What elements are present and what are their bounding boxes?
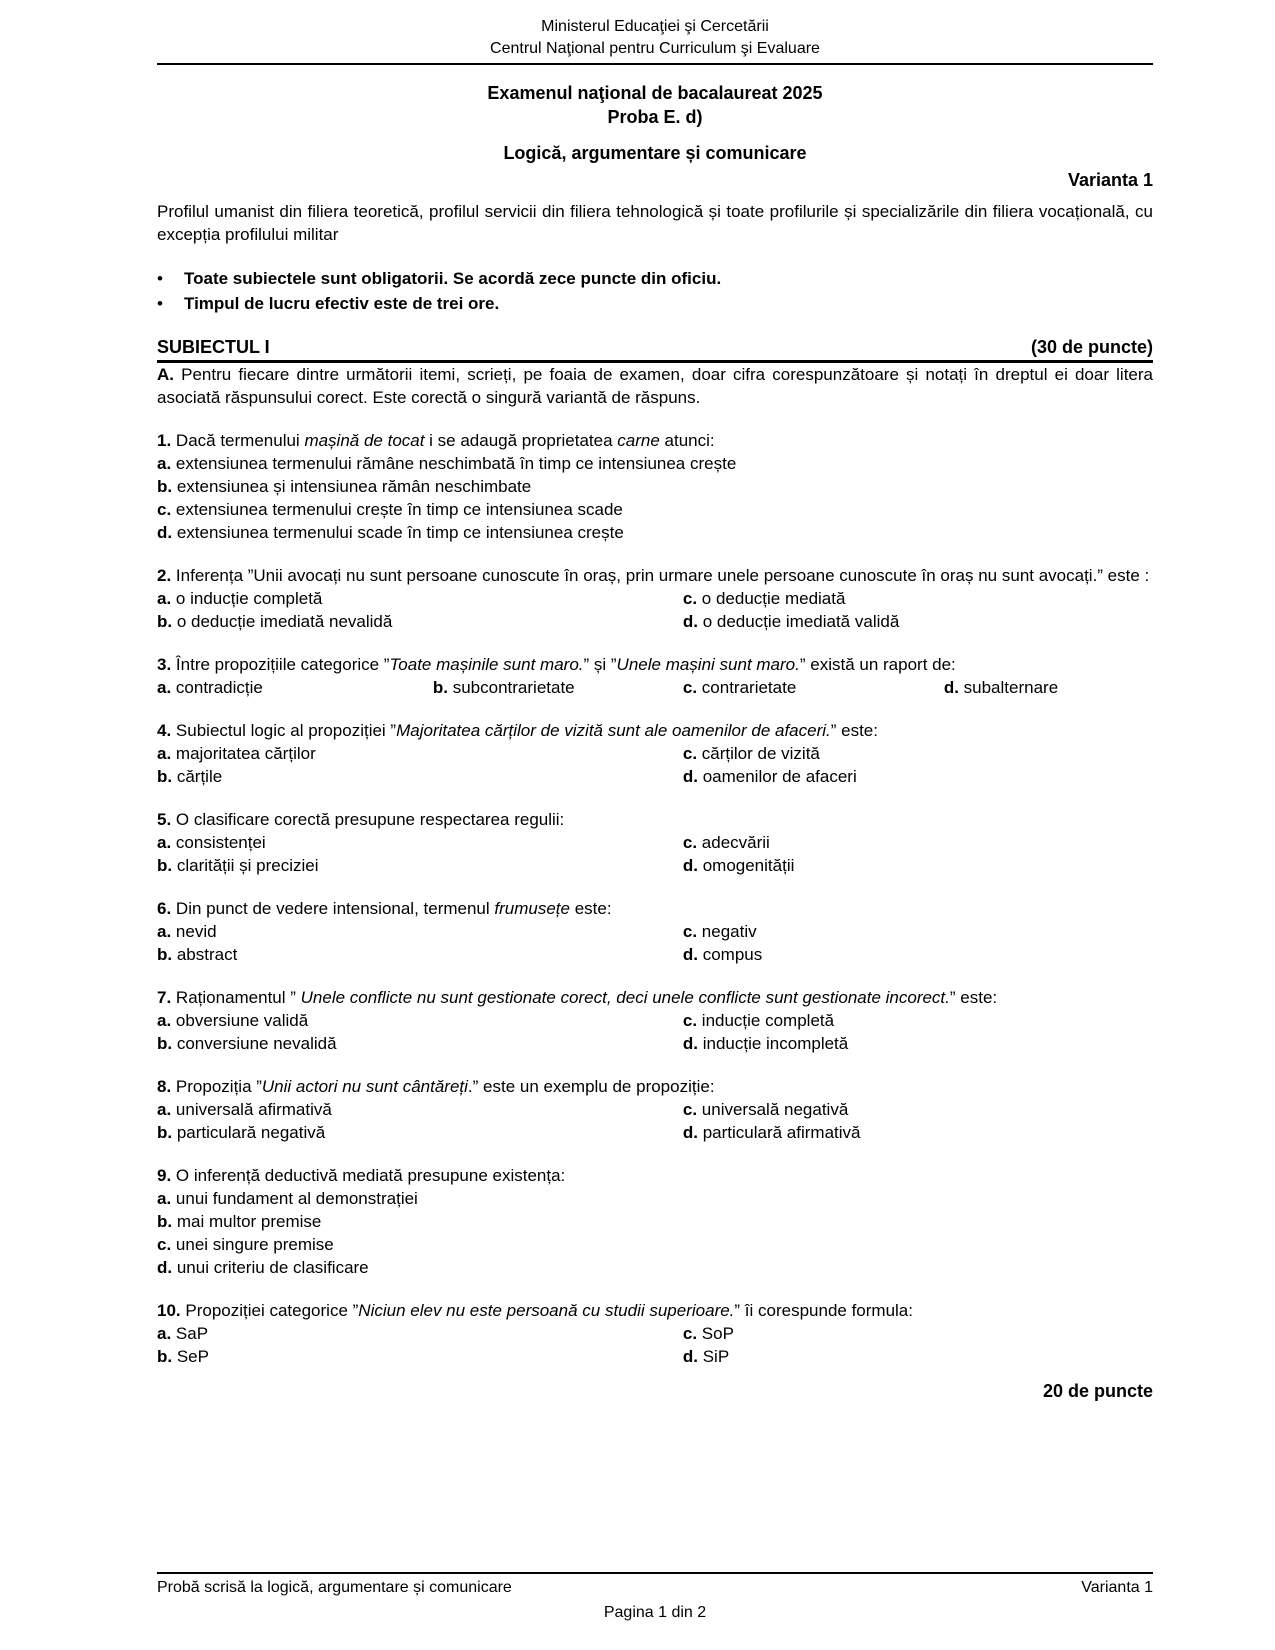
question-options <box>157 1098 1153 1144</box>
question-options <box>157 587 1153 633</box>
answer-option-a: a. obversiune validă <box>157 1011 309 1030</box>
stem-text: Propoziției categorice ” <box>185 1301 359 1320</box>
question-options <box>157 742 1153 788</box>
option-letter: b. <box>157 1212 173 1231</box>
stem-text: Dacă termenului <box>175 431 305 450</box>
stem-text: Din punct de vedere intensional, termenul <box>175 899 495 918</box>
question-8 <box>157 1075 1153 1144</box>
stem-text: Raționamentul ” <box>175 988 301 1007</box>
question-options <box>157 831 1153 877</box>
answer-option-c: c. cărților de vizită <box>682 744 820 763</box>
answer-option-d: d. omogenității <box>682 856 795 875</box>
stem-quoted-text: Unele conflicte nu sunt gestionate corect, deci unele conflicte sunt gestionate incorect. <box>300 988 950 1007</box>
answer-option-a: a. extensiunea termenului rămâne neschimbată în timp ce intensiunea crește <box>157 454 737 473</box>
bullet-text: Timpul de lucru efectiv este de trei ore. <box>184 294 500 313</box>
option-letter: b. <box>157 477 173 496</box>
answer-option-b: b. o deducție imediată nevalidă <box>157 612 393 631</box>
stem-quoted-text: mașină de tocat <box>304 431 425 450</box>
question-stem <box>157 653 1153 676</box>
answer-option-c: c. universală negativă <box>682 1100 849 1119</box>
stem-quoted-text: Niciun elev nu este persoană cu studii superioare. <box>358 1301 735 1320</box>
answer-option-a: a. o inducție completă <box>157 589 323 608</box>
ministry-header <box>157 16 1153 65</box>
bullet-item-mandatory <box>157 266 1153 291</box>
option-letter: b. <box>157 767 173 786</box>
exam-proba: Proba E. d) <box>607 107 703 127</box>
bullet-icon: • <box>157 294 163 313</box>
option-letter: d. <box>157 523 173 542</box>
stem-text: Inferența ”Unii avocați nu sunt persoane cunoscute în oraș, prin urmare unele persoane cunoscute în oraș nu sunt avocați.” este : <box>175 566 1150 585</box>
question-4 <box>157 719 1153 788</box>
option-letter: c. <box>682 1324 698 1343</box>
bullet-list <box>157 266 1153 316</box>
exam-subject: Logică, argumentare și comunicare <box>503 143 807 163</box>
option-letter: d. <box>682 1034 698 1053</box>
answer-option-a: a. consistenței <box>157 833 266 852</box>
question-stem <box>157 808 1153 831</box>
answer-option-a: a. universală afirmativă <box>157 1100 332 1119</box>
stem-text: atunci: <box>659 431 715 450</box>
stem-text: ” este: <box>830 721 878 740</box>
option-letter: b. <box>157 612 173 631</box>
section-title: SUBIECTUL I <box>157 337 270 357</box>
question-options <box>157 1187 1153 1279</box>
stem-quoted-text: Unii actori nu sunt cântăreți <box>261 1077 468 1096</box>
option-letter: c. <box>682 833 698 852</box>
question-number: 1. <box>157 431 172 450</box>
question-options <box>157 1322 1153 1368</box>
stem-text: Subiectul logic al propoziției ” <box>175 721 397 740</box>
stem-quoted-text: Majoritatea cărților de vizită sunt ale oamenilor de afaceri. <box>396 721 831 740</box>
answer-option-c: c. extensiunea termenului crește în timp ce intensiunea scade <box>157 500 623 519</box>
question-stem <box>157 1299 1153 1322</box>
answer-option-c: c. SoP <box>682 1324 734 1343</box>
answer-option-d: d. subalternare <box>943 678 1059 697</box>
question-stem <box>157 429 1153 452</box>
question-stem <box>157 1164 1153 1187</box>
question-number: 7. <box>157 988 172 1007</box>
option-letter: c. <box>682 589 698 608</box>
option-letter: d. <box>682 767 698 786</box>
answer-option-b: b. conversiune nevalidă <box>157 1034 337 1053</box>
answer-option-b: b. subcontrarietate <box>432 678 575 697</box>
answer-option-a: a. nevid <box>157 922 217 941</box>
option-letter: a. <box>157 678 172 697</box>
answer-option-a: a. SaP <box>157 1324 209 1343</box>
answer-option-a: a. contradicție <box>157 678 263 697</box>
question-stem <box>157 1075 1153 1098</box>
question-number: 9. <box>157 1166 172 1185</box>
question-10 <box>157 1299 1153 1368</box>
option-letter: b. <box>157 1034 173 1053</box>
question-number: 5. <box>157 810 172 829</box>
stem-text: .” este un exemplu de propoziție: <box>467 1077 715 1096</box>
option-letter: a. <box>157 1189 172 1208</box>
question-number: 10. <box>157 1301 181 1320</box>
stem-text: O clasificare corectă presupune respectarea regulii: <box>175 810 565 829</box>
stem-text: Propoziția ” <box>175 1077 262 1096</box>
option-letter: c. <box>682 1100 698 1119</box>
option-letter: c. <box>157 1235 172 1254</box>
answer-option-b: b. cărțile <box>157 767 223 786</box>
bullet-item-time <box>157 291 1153 316</box>
option-letter: b. <box>432 678 448 697</box>
answer-option-c: c. inducție completă <box>682 1011 835 1030</box>
answer-option-b: b. extensiunea și intensiunea rămân neschimbate <box>157 477 532 496</box>
option-letter: a. <box>157 1100 172 1119</box>
question-options <box>157 676 1153 699</box>
answer-option-b: b. clarității și preciziei <box>157 856 319 875</box>
question-7 <box>157 986 1153 1055</box>
bullet-icon: • <box>157 269 163 288</box>
option-letter: c. <box>682 678 698 697</box>
stem-text: ” există un raport de: <box>799 655 956 674</box>
footer-right-text: Varianta 1 <box>1081 1579 1153 1596</box>
question-number: 2. <box>157 566 172 585</box>
option-letter: d. <box>682 1347 698 1366</box>
stem-quoted-text: carne <box>617 431 660 450</box>
instruction-label: A. <box>157 365 174 384</box>
question-options <box>157 452 1153 544</box>
subtotal-points: 20 de puncte <box>1042 1381 1153 1401</box>
option-letter: c. <box>682 1011 698 1030</box>
stem-text: ” și ” <box>583 655 617 674</box>
option-letter: a. <box>157 1324 172 1343</box>
answer-option-b: b. particulară negativă <box>157 1123 326 1142</box>
question-number: 8. <box>157 1077 172 1096</box>
stem-text: ” este: <box>949 988 998 1007</box>
section-points: (30 de puncte) <box>1030 337 1153 357</box>
stem-quoted-text: frumusețe <box>494 899 570 918</box>
question-stem <box>157 986 1153 1009</box>
question-number: 3. <box>157 655 172 674</box>
profile-note: Profilul umanist din filiera teoretică, profilul servicii din filiera tehnologică și toate profilurile și specializările din filiera vocațională, cu excepția profilului militar <box>157 202 1153 244</box>
answer-option-b: b. mai multor premise <box>157 1212 322 1231</box>
answer-option-d: d. o deducție imediată validă <box>682 612 900 631</box>
questions-container <box>157 429 1153 1368</box>
option-letter: d. <box>682 1123 698 1142</box>
question-6 <box>157 897 1153 966</box>
question-stem <box>157 897 1153 920</box>
stem-quoted-text: Toate mașinile sunt maro. <box>389 655 584 674</box>
option-letter: d. <box>682 856 698 875</box>
answer-option-d: d. unui criteriu de clasificare <box>157 1258 369 1277</box>
question-stem <box>157 564 1153 587</box>
option-letter: a. <box>157 454 172 473</box>
stem-quoted-text: Unele mașini sunt maro. <box>616 655 800 674</box>
question-5 <box>157 808 1153 877</box>
question-9 <box>157 1164 1153 1279</box>
answer-option-d: d. inducție incompletă <box>682 1034 849 1053</box>
variant-label: Varianta 1 <box>1067 170 1153 190</box>
exam-title: Examenul naţional de bacalaureat 2025 <box>487 83 823 103</box>
answer-option-a: a. majoritatea cărților <box>157 744 316 763</box>
answer-option-c: c. unei singure premise <box>157 1235 334 1254</box>
answer-option-d: d. particulară afirmativă <box>682 1123 861 1142</box>
answer-option-c: c. negativ <box>682 922 757 941</box>
question-options <box>157 920 1153 966</box>
footer-left-text: Probă scrisă la logică, argumentare și comunicare <box>157 1579 512 1596</box>
answer-option-d: d. compus <box>682 945 763 964</box>
answer-option-b: b. abstract <box>157 945 238 964</box>
stem-text: i se adaugă proprietatea <box>424 431 618 450</box>
option-letter: a. <box>157 744 172 763</box>
stem-text: ” îi corespunde formula: <box>734 1301 913 1320</box>
stem-text: Între propozițiile categorice ” <box>175 655 390 674</box>
bullet-text: Toate subiectele sunt obligatorii. Se acordă zece puncte din oficiu. <box>184 269 722 288</box>
option-letter: d. <box>157 1258 173 1277</box>
answer-option-c: c. contrarietate <box>682 678 797 697</box>
page-footer <box>157 1572 1153 1624</box>
option-letter: d. <box>943 678 959 697</box>
option-letter: a. <box>157 922 172 941</box>
option-letter: b. <box>157 856 173 875</box>
option-letter: a. <box>157 1011 172 1030</box>
option-letter: c. <box>682 744 698 763</box>
answer-option-d: d. extensiunea termenului scade în timp ce intensiunea crește <box>157 523 624 542</box>
answer-option-c: c. o deducție mediată <box>682 589 846 608</box>
question-2 <box>157 564 1153 633</box>
option-letter: a. <box>157 833 172 852</box>
question-1 <box>157 429 1153 544</box>
stem-text: este: <box>569 899 612 918</box>
instruction-paragraph <box>157 363 1153 409</box>
option-letter: d. <box>682 612 698 631</box>
question-3 <box>157 653 1153 699</box>
option-letter: b. <box>157 1347 173 1366</box>
section-header <box>157 336 1153 363</box>
question-number: 6. <box>157 899 172 918</box>
footer-page-number: Pagina 1 din 2 <box>603 1604 707 1621</box>
answer-option-b: b. SeP <box>157 1347 209 1366</box>
question-number: 4. <box>157 721 172 740</box>
question-options <box>157 1009 1153 1055</box>
option-letter: c. <box>682 922 698 941</box>
title-block <box>157 81 1153 165</box>
national-center-line: Centrul Naţional pentru Curriculum şi Evaluare <box>490 40 820 57</box>
option-letter: a. <box>157 589 172 608</box>
option-letter: b. <box>157 1123 173 1142</box>
option-letter: c. <box>157 500 172 519</box>
answer-option-d: d. oamenilor de afaceri <box>682 767 857 786</box>
option-letter: b. <box>157 945 173 964</box>
instruction-text: Pentru fiecare dintre următorii itemi, scrieți, pe foaia de examen, doar cifra corespunzătoare și notați în dreptul ei doar litera asociată răspunsului corect. Este corectă o singură variantă de răspuns. <box>157 365 1153 407</box>
stem-text: O inferență deductivă mediată presupune existența: <box>175 1166 566 1185</box>
answer-option-c: c. adecvării <box>682 833 770 852</box>
answer-option-d: d. SiP <box>682 1347 730 1366</box>
question-stem <box>157 719 1153 742</box>
option-letter: d. <box>682 945 698 964</box>
answer-option-a: a. unui fundament al demonstrației <box>157 1189 418 1208</box>
ministry-line: Ministerul Educaţiei şi Cercetării <box>541 18 769 35</box>
footer-rule-line <box>157 1572 1153 1599</box>
